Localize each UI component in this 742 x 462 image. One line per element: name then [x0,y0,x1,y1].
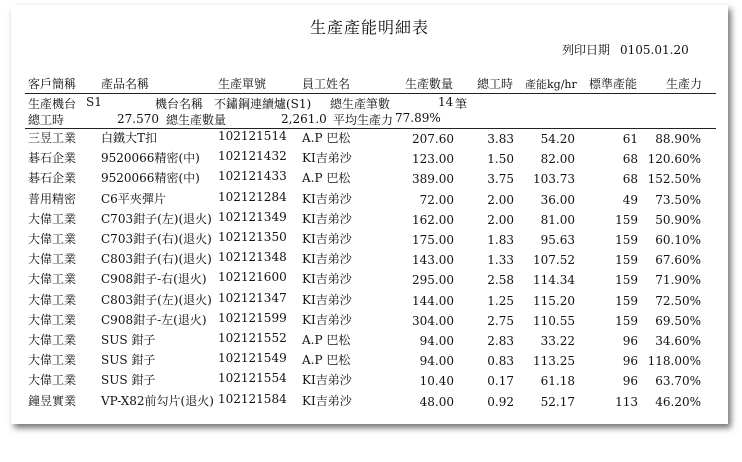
cell-productivity: 88.90% [655,132,701,146]
cell-hours: 0.17 [487,374,514,389]
cell-standard: 159 [615,233,638,247]
cell-employee: KI吉弟沙 [302,272,352,287]
cell-productivity: 118.00% [647,354,701,369]
cell-employee: KI吉弟沙 [302,252,352,267]
cell-order: 102121514 [218,129,287,143]
cell-hours: 2.83 [487,334,514,348]
cell-customer: 大偉工業 [28,252,77,267]
cell-standard: 159 [615,273,638,288]
cell-productivity: 50.90% [655,212,701,227]
cell-employee: KI吉弟沙 [302,211,352,226]
cell-productivity: 71.90% [655,273,701,288]
table-row [11,149,728,169]
cell-product: C6平夾彈片 [101,191,166,206]
summary-machine-name-label: 機台名稱 [155,97,204,111]
cell-quantity: 94.00 [419,354,454,369]
cell-rate: 113.25 [533,354,575,369]
cell-standard: 49 [622,192,638,207]
summary-total-hours-label: 總工時 [28,113,65,127]
print-date-label: 列印日期 [562,43,611,57]
cell-quantity: 207.60 [412,132,454,146]
table-row [11,291,728,311]
cell-customer: 大偉工業 [28,292,77,307]
cell-standard: 96 [622,334,638,348]
cell-standard: 159 [615,253,638,268]
table-row [11,331,728,351]
cell-order: 102121584 [218,391,287,406]
table-row [11,210,728,230]
cell-employee: A.P 巴松 [302,353,351,368]
cell-customer: 大偉工業 [28,333,77,347]
summary-total-records-unit: 筆 [455,97,468,111]
cell-product: C803鉗子(左)(退火) [101,292,212,307]
cell-product: C908鉗子-右(退火) [101,272,207,287]
header-productivity: 生產力 [666,77,703,91]
cell-order: 102121350 [218,230,287,244]
cell-quantity: 295.00 [412,273,454,288]
cell-employee: KI吉弟沙 [302,373,352,388]
table-row [11,250,728,270]
cell-customer: 三昱工業 [28,131,77,145]
cell-hours: 0.92 [487,394,514,409]
cell-customer: 大偉工業 [28,353,77,368]
summary-avg-prod-value: 77.89% [395,111,441,125]
cell-customer: 鐘昱實業 [28,393,77,408]
cell-standard: 159 [615,212,638,227]
cell-rate: 95.63 [540,233,575,247]
header-quantity: 生產數量 [405,77,454,91]
table-row [11,351,728,371]
cell-rate: 114.34 [533,273,575,288]
cell-quantity: 143.00 [412,253,454,268]
cell-employee: A.P 巴松 [302,171,351,186]
report-sheet [11,5,728,424]
cell-standard: 96 [622,374,638,389]
cell-order: 102121552 [218,331,287,345]
report-title: 生產產能明細表 [309,18,429,37]
cell-standard: 159 [615,313,638,328]
cell-productivity: 72.50% [655,293,701,308]
cell-rate: 81.00 [540,212,575,227]
cell-employee: KI吉弟沙 [302,292,352,307]
cell-rate: 61.18 [540,374,575,389]
cell-productivity: 73.50% [655,192,701,207]
cell-standard: 113 [615,394,638,409]
cell-employee: KI吉弟沙 [302,312,352,327]
table-row [11,190,728,210]
cell-rate: 82.00 [540,152,575,167]
cell-order: 102121549 [218,351,287,366]
summary-total-records-label: 總生產筆數 [330,97,391,111]
cell-quantity: 304.00 [412,313,454,328]
cell-product: C803鉗子(右)(退火) [101,252,212,267]
print-date-value: 0105.01.20 [620,43,689,57]
cell-customer: 大偉工業 [28,373,77,388]
cell-productivity: 60.10% [655,233,701,247]
print-date [562,41,699,58]
cell-order: 102121554 [218,371,287,386]
summary-total-records-value: 14 [438,95,454,109]
summary-total-qty-value: 2,261.0 [281,112,327,126]
cell-product: VP-X82前勾片(退火) [101,393,214,408]
cell-quantity: 94.00 [419,334,454,348]
summary-total-qty-label: 總生產數量 [166,113,227,127]
cell-employee: A.P 巴松 [302,333,351,347]
cell-productivity: 46.20% [655,394,701,409]
cell-hours: 2.75 [487,313,514,328]
cell-hours: 3.83 [487,132,514,146]
cell-rate: 103.73 [533,172,575,187]
cell-quantity: 175.00 [412,233,454,247]
cell-hours: 0.83 [487,354,514,369]
cell-product: 9520066精密(中) [101,151,200,166]
cell-quantity: 144.00 [412,293,454,308]
cell-hours: 1.25 [487,293,514,308]
header-employee: 員工姓名 [302,77,351,91]
cell-employee: A.P 巴松 [302,131,351,145]
table-row [11,311,728,331]
cell-customer: 普用精密 [28,191,77,206]
cell-hours: 3.75 [487,172,514,187]
cell-order: 102121347 [218,290,287,305]
cell-rate: 36.00 [540,192,575,207]
cell-product: 9520066精密(中) [101,171,200,186]
cell-rate: 54.20 [540,132,575,146]
cell-customer: 大偉工業 [28,312,77,327]
cell-hours: 1.83 [487,233,514,247]
cell-product: C703鉗子(右)(退火) [101,232,212,246]
summary-avg-prod-label: 平均生產力 [333,113,394,127]
cell-quantity: 123.00 [412,152,454,167]
header-order: 生產單號 [218,77,267,91]
header-rule [25,93,716,94]
header-hours: 總工時 [477,77,514,91]
cell-product: C703鉗子(左)(退火) [101,211,212,226]
cell-hours: 1.33 [487,253,514,268]
summary-total-hours-value: 27.570 [117,112,159,126]
table-row [11,392,728,412]
table-row [11,169,728,189]
cell-productivity: 69.50% [655,313,701,328]
cell-order: 102121599 [218,310,287,325]
cell-rate: 107.52 [533,253,575,268]
summary-machine-name-value: 不鏽鋼連續爐(S1) [214,97,312,111]
cell-order: 102121600 [218,270,287,285]
cell-quantity: 162.00 [412,212,454,227]
cell-employee: KI吉弟沙 [302,232,352,246]
summary-machine-label: 生產機台 [28,97,77,111]
cell-quantity: 48.00 [419,394,454,409]
cell-employee: KI吉弟沙 [302,151,352,166]
cell-quantity: 10.40 [419,374,454,389]
cell-quantity: 72.00 [419,192,454,207]
cell-order: 102121432 [218,149,287,164]
header-customer: 客戶簡稱 [28,77,77,91]
cell-employee: KI吉弟沙 [302,191,352,206]
cell-standard: 61 [622,132,638,146]
cell-product: SUS 鉗子 [101,373,156,388]
cell-productivity: 63.70% [655,374,701,389]
cell-hours: 2.00 [487,192,514,207]
cell-productivity: 34.60% [655,334,701,348]
cell-rate: 115.20 [533,293,575,308]
cell-standard: 68 [622,172,638,187]
cell-product: SUS 鉗子 [101,353,156,368]
cell-order: 102121284 [218,189,287,204]
cell-customer: 碁石企業 [28,171,77,186]
cell-standard: 96 [622,354,638,369]
cell-hours: 2.00 [487,212,514,227]
cell-hours: 1.50 [487,152,514,167]
table-row [11,230,728,250]
cell-customer: 大偉工業 [28,272,77,287]
cell-customer: 碁石企業 [28,151,77,166]
cell-customer: 大偉工業 [28,232,77,246]
cell-productivity: 152.50% [647,172,701,187]
table-row [11,371,728,391]
header-standard: 標準產能 [589,77,638,91]
cell-rate: 52.17 [540,394,575,409]
cell-customer: 大偉工業 [28,211,77,226]
summary-machine-value: S1 [86,95,102,109]
cell-hours: 2.58 [487,273,514,288]
cell-order: 102121433 [218,169,287,184]
cell-rate: 110.55 [533,313,575,328]
cell-standard: 159 [615,293,638,308]
table-row [11,129,728,149]
cell-standard: 68 [622,152,638,167]
header-rate: 產能kg/hr [525,78,577,91]
cell-product: 白鐵大T扣 [101,131,158,145]
cell-productivity: 120.60% [647,152,701,167]
cell-product: SUS 鉗子 [101,333,156,347]
header-product: 產品名稱 [101,77,150,91]
cell-rate: 33.22 [540,334,575,348]
cell-order: 102121348 [218,250,287,265]
cell-product: C908鉗子-左(退火) [101,312,207,327]
cell-employee: KI吉弟沙 [302,393,352,408]
table-row [11,270,728,290]
cell-quantity: 389.00 [412,172,454,187]
cell-productivity: 67.60% [655,253,701,268]
cell-order: 102121349 [218,209,287,224]
